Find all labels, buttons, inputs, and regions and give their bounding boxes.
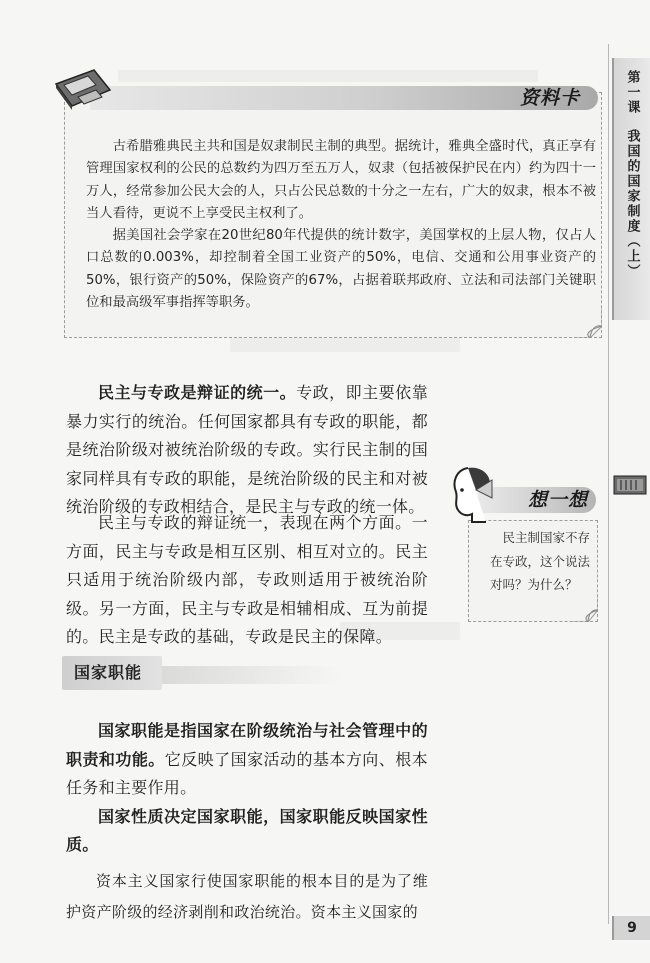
- main-paragraph-democracy-dictatorship: [66, 379, 428, 522]
- main-paragraph-state-functions: [66, 717, 428, 860]
- chapter-tab: [612, 58, 650, 320]
- section-heading-fade: [162, 666, 342, 684]
- think-question: 民主制国家不存在专政，这个说法对吗？为什么？: [490, 530, 591, 592]
- bleed-through-shading: [118, 70, 538, 82]
- info-card-paragraph: 据美国社会学家在20世纪80年代提供的统计数字，美国掌权的上层人物，仅占人口总数的0.003%，却控制着全国工业资产的50%，电信、交通和公用事业资产的50%，银行资产的50%，保险资产的67%，占据着联邦政府、立法和司法部门关键职位和最高级军事指挥等职务。: [86, 228, 596, 311]
- main-paragraph-dialectical-unity: [66, 509, 428, 652]
- section-heading-text: 国家职能: [74, 663, 143, 682]
- info-card-body: [86, 136, 596, 314]
- chapter-lesson: 第一课: [624, 70, 640, 115]
- floppy-disk-icon: [52, 66, 114, 114]
- thinking-face-icon: [446, 464, 494, 526]
- main-paragraph-capitalist-state: [66, 866, 428, 928]
- think-header: [478, 487, 596, 513]
- book-icon: [612, 472, 648, 498]
- chapter-tab-text: [614, 70, 650, 279]
- paragraph-text: 资本主义国家行使国家职能的根本目的是为了维护资产阶级的经济剥削和政治统治。资本主义国家的: [66, 872, 428, 921]
- margin-rule: [608, 44, 609, 924]
- page-number: 9: [612, 916, 650, 940]
- page-curl-icon: [572, 306, 602, 338]
- info-card-paragraph: 古希腊雅典民主共和国是奴隶制民主制的典型。据统计，雅典全盛时代，真正享有管理国家权利的公民的总数约为四万至五万人，奴隶（包括被保护民在内）约为四十一万人，经常参加公民大会的人，只占公民总数的十分之一左右，广大的奴隶，根本不被当人看待，更说不上享受民主权利了。: [86, 139, 596, 221]
- section-heading: [62, 656, 162, 690]
- bold-statement: 国家性质决定国家职能，国家职能反映国家性质。: [66, 806, 428, 855]
- page-curl-icon: [572, 594, 598, 622]
- think-title: 想一想: [527, 489, 588, 511]
- info-card-header: [90, 86, 598, 110]
- bold-lead: 民主与专政是辩证的统一。: [98, 383, 297, 402]
- info-card-title: 资料卡: [519, 87, 580, 109]
- paragraph-text: 专政，即主要依靠暴力实行的统治。任何国家都具有专政的职能，都是统治阶级对被统治阶级的专政。实行民主制的国家同样具有专政的职能，是统治阶级的民主和对被统治阶级的专政相结合，是民主与专政的统一体。: [66, 383, 428, 517]
- paragraph-text: 民主与专政的辩证统一，表现在两个方面。一方面，民主与专政是相互区别、相互对立的。民主只适用于统治阶级内部，专政则适用于被统治阶级。另一方面，民主与专政是相辅相成、互为前提的。民主是专政的基础，专政是民主的保障。: [66, 513, 428, 647]
- chapter-title: 我国的国家制度（上）: [624, 129, 640, 279]
- bold-definition: 国家职能是指国家在阶级统治与社会管理中的职责和功能。: [66, 721, 428, 769]
- paragraph-text: 它反映了国家活动的基本方向、根本任务和主要作用。: [66, 749, 428, 798]
